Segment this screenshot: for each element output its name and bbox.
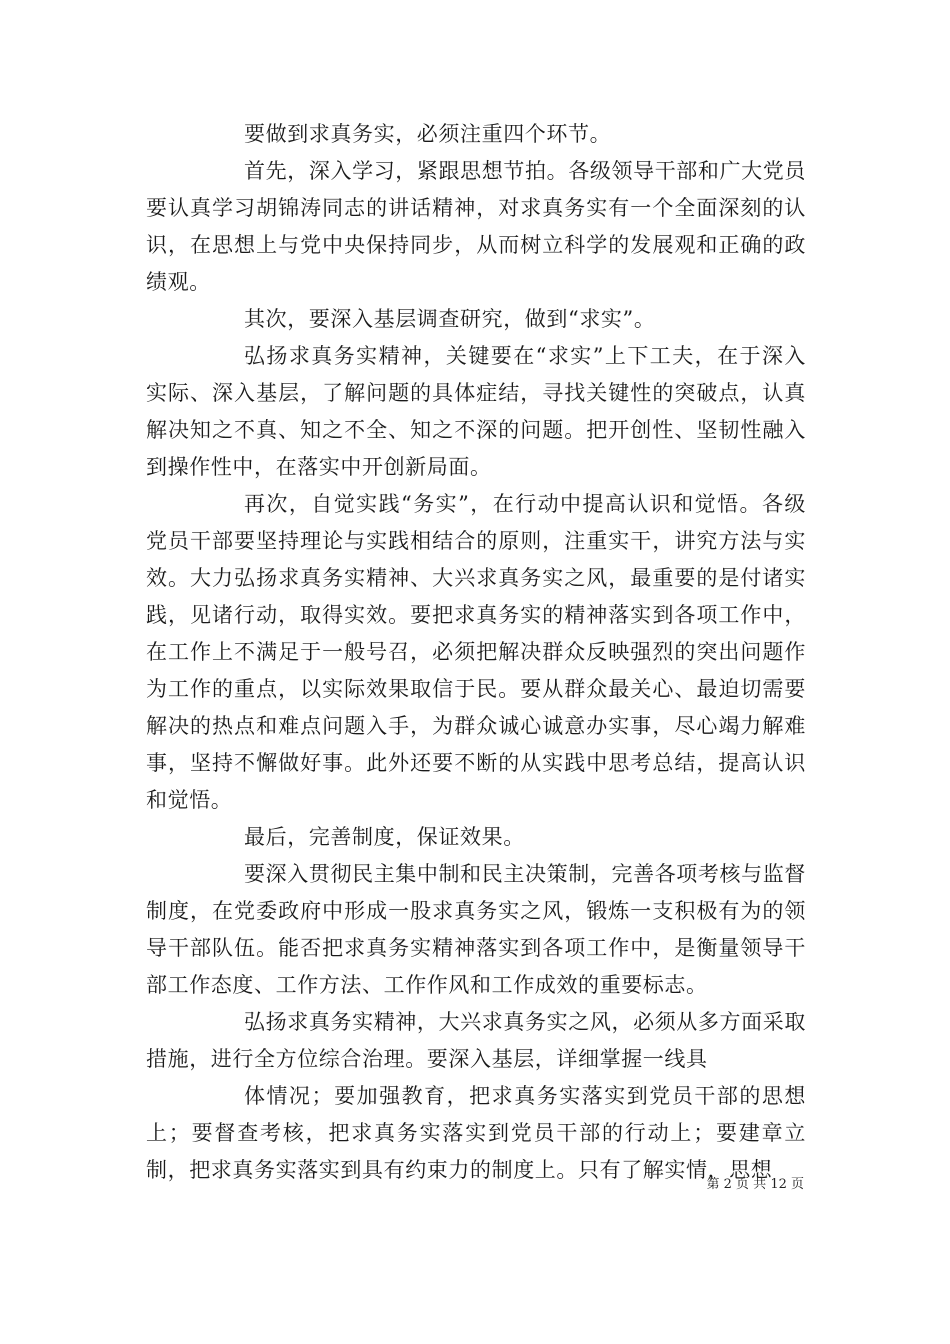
paragraph-9: 体情况；要加强教育，把求真务实落实到党员干部的思想上；要督查考核，把求真务实落实到党员干部的行动上；要建章立制，把求真务实落实到具有约束力的制度上。只有了解实情，思想 — [146, 1084, 806, 1182]
paragraph-2: 首先，深入学习，紧跟思想节拍。各级领导干部和广大党员要认真学习胡锦涛同志的讲话精神，对求真务实有一个全面深刻的认识，在思想上与党中央保持同步，从而树立科学的发展观和正确的政绩观。 — [146, 159, 806, 294]
paragraph-8: 弘扬求真务实精神，大兴求真务实之风，必须从多方面采取措施，进行全方位综合治理。要深入基层，详细掌握一线具 — [146, 1010, 806, 1071]
paragraph-5: 再次，自觉实践“务实”，在行动中提高认识和觉悟。各级党员干部要坚持理论与实践相结合的原则，注重实干，讲究方法与实效。大力弘扬求真务实精神、大兴求真务实之风，最重要的是付诸实践，见诸行动，取得实效。要把求真务实的精神落实到各项工作中，在工作上不满足于一般号召，必须把解决群众反映强烈的突出问题作为工作的重点，以实际效果取信于民。要从群众最关心、最迫切需要解决的热点和难点问题入手，为群众诚心诚意办实事，尽心竭力解难事，坚持不懈做好事。此外还要不断的从实践中思考总结，提高认识和觉悟。 — [146, 492, 806, 812]
paragraph-7: 要深入贯彻民主集中制和民主决策制，完善各项考核与监督制度，在党委政府中形成一股求真务实之风，锻炼一支积极有为的领导干部队伍。能否把求真务实精神落实到各项工作中，是衡量领导干部工作态度、工作方法、工作作风和工作成效的重要标志。 — [146, 862, 806, 997]
paragraph-4: 弘扬求真务实精神，关键要在“求实”上下工夫，在于深入实际、深入基层，了解问题的具体症结，寻找关键性的突破点，认真解决知之不真、知之不全、知之不深的问题。把开创性、坚韧性融入到操作性中，在落实中开创新局面。 — [146, 344, 806, 479]
page-number-footer: 第 2 页 共 12 页 — [706, 1177, 804, 1192]
paragraph-6: 最后，完善制度，保证效果。 — [244, 825, 525, 849]
paragraph-1: 要做到求真务实，必须注重四个环节。 — [244, 122, 612, 146]
paragraph-3: 其次，要深入基层调查研究，做到“求实”。 — [244, 307, 656, 331]
document-body — [146, 116, 806, 1189]
